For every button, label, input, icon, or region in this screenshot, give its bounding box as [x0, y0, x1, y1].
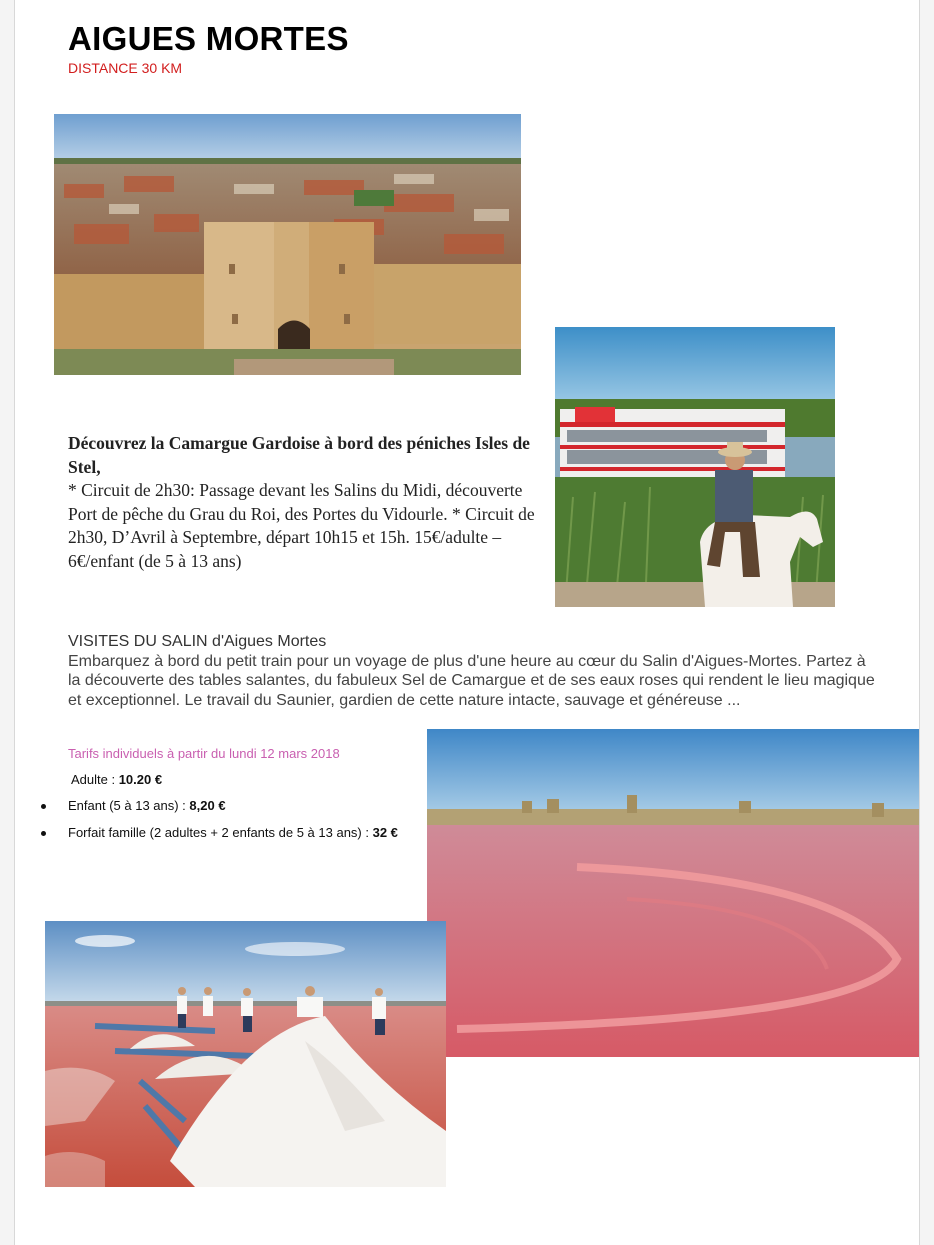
price-enfant-value: 8,20 € [189, 798, 226, 813]
peniche-description [68, 432, 538, 573]
price-adulte-label: Adulte : [71, 772, 119, 787]
salin-heading: VISITES DU SALIN d'Aigues Mortes [68, 633, 327, 650]
page-title: AIGUES MORTES [68, 20, 349, 57]
peniche-body: * Circuit de 2h30: Passage devant les Salins du Midi, découverte Port de pêche du Grau du Roi, des Portes du Vidourle. * Circuit de 2h30, D’Avril à Septembre, départ 10h15 et 15h. 15€/adulte – 6€/enfant (de 5 à 13 ans) [68, 480, 535, 571]
pink-salt-lake-photo [427, 729, 919, 1057]
peniche-gardian-photo [555, 327, 835, 607]
salt-workers-photo [45, 921, 446, 1187]
distance-label: DISTANCE 30 KM [68, 60, 183, 76]
price-famille [41, 824, 398, 851]
price-adulte [71, 772, 162, 787]
price-famille-value: 32 € [372, 825, 398, 840]
price-enfant [41, 797, 398, 824]
price-famille-label: Forfait famille (2 adultes + 2 enfants de 5 à 13 ans) : [68, 825, 373, 840]
tarifs-title: Tarifs individuels à partir du lundi 12 mars 2018 [68, 746, 340, 761]
aerial-ramparts-photo [54, 114, 521, 375]
salin-description: Embarquez à bord du petit train pour un voyage de plus d'une heure au cœur du Salin d'Aigues-Mortes. Partez à la découverte des tables salantes, du fabuleux Sel de Camargue et de ses eaux roses qui rendent le lieu magique et exceptionnel. Le travail du Saunier, gardien de cette nature intacte, sauvage et généreuse ... [68, 653, 875, 709]
price-adulte-value: 10.20 € [118, 772, 163, 787]
price-list [41, 797, 398, 851]
price-enfant-label: Enfant (5 à 13 ans) : [68, 798, 190, 813]
peniche-lead: Découvrez la Camargue Gardoise à bord des péniches Isles de Stel, [68, 433, 530, 477]
document-page [14, 0, 920, 1245]
